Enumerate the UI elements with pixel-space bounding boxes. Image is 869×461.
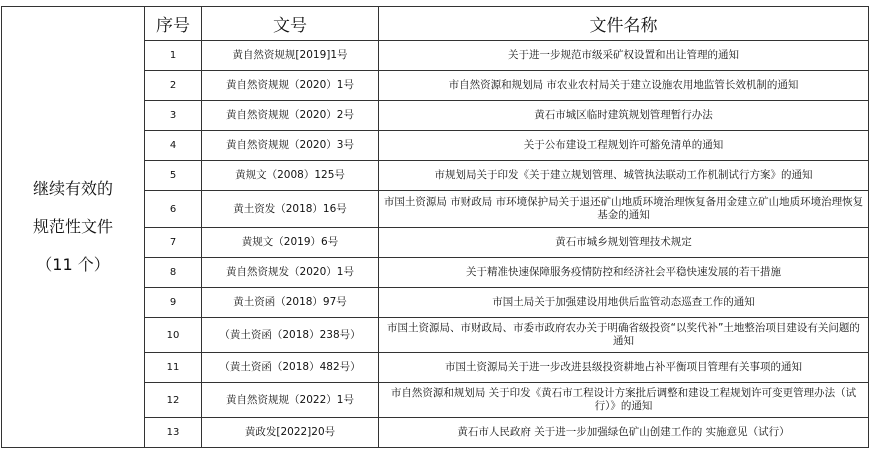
row-file-name: 市国土资源局 市财政局 市环境保护局关于退还矿山地质环境治理恢复备用金建立矿山地质环境治理恢复基金的通知 [379,191,869,228]
row-file-name: 市国土资源局关于进一步改进县级投资耕地占补平衡项目管理有关事项的通知 [379,353,869,383]
row-file-name: 市规划局关于印发《关于建立规划管理、城管执法联动工作机制试行方案》的通知 [379,161,869,191]
row-seq: 6 [145,191,202,228]
row-seq: 11 [145,353,202,383]
row-doc-no: 黄土资函（2018）97号 [202,288,379,318]
document-table [1,6,869,448]
row-seq: 8 [145,258,202,288]
row-file-name: 市国土局关于加强建设用地供后监管动态巡查工作的通知 [379,288,869,318]
row-doc-no: 黄自然资规规（2020）2号 [202,101,379,131]
row-seq: 12 [145,383,202,418]
row-seq: 10 [145,318,202,353]
row-seq: 1 [145,41,202,71]
row-file-name: 市自然资源和规划局 市农业农村局关于建立设施农用地监管长效机制的通知 [379,71,869,101]
row-seq: 4 [145,131,202,161]
header-seq: 序号 [145,7,202,41]
row-doc-no: （黄土资函（2018）482号） [202,353,379,383]
row-seq: 3 [145,101,202,131]
header-doc-no: 文号 [202,7,379,41]
row-doc-no: 黄自然资规规（2020）3号 [202,131,379,161]
category-line-2: 规范性文件 [32,217,113,236]
row-file-name: 市自然资源和规划局 关于印发《黄石市工程设计方案批后调整和建设工程规划许可变更管理办法（试行）》的通知 [379,383,869,418]
row-doc-no: 黄土资发（2018）16号 [202,191,379,228]
row-seq: 9 [145,288,202,318]
category-line-3: （11 个） [36,255,110,274]
row-file-name: 关于公布建设工程规划许可豁免清单的通知 [379,131,869,161]
row-seq: 13 [145,418,202,448]
row-file-name: 关于精准快速保障服务疫情防控和经济社会平稳快速发展的若干措施 [379,258,869,288]
row-doc-no: 黄自然资规规（2020）1号 [202,71,379,101]
row-file-name: 黄石市人民政府 关于进一步加强绿色矿山创建工作的 实施意见（试行） [379,418,869,448]
row-doc-no: （黄土资函（2018）238号） [202,318,379,353]
row-file-name: 关于进一步规范市级采矿权设置和出让管理的通知 [379,41,869,71]
header-name: 文件名称 [379,7,869,41]
category-cell [2,7,145,448]
category-line-1: 继续有效的 [32,179,113,198]
row-doc-no: 黄自然资规规（2022）1号 [202,383,379,418]
row-seq: 7 [145,228,202,258]
row-doc-no: 黄规文（2019）6号 [202,228,379,258]
row-file-name: 黄石市城乡规划管理技术规定 [379,228,869,258]
row-doc-no: 黄自然资规发（2020）1号 [202,258,379,288]
row-doc-no: 黄自然资规规[2019]1号 [202,41,379,71]
row-doc-no: 黄政发[2022]20号 [202,418,379,448]
row-seq: 2 [145,71,202,101]
row-file-name: 市国土资源局、市财政局、市委市政府农办关于明确省级投资“以奖代补”土地整治项目建设有关问题的通知 [379,318,869,353]
row-file-name: 黄石市城区临时建筑规划管理暂行办法 [379,101,869,131]
row-doc-no: 黄规文（2008）125号 [202,161,379,191]
header-row [2,7,869,41]
row-seq: 5 [145,161,202,191]
